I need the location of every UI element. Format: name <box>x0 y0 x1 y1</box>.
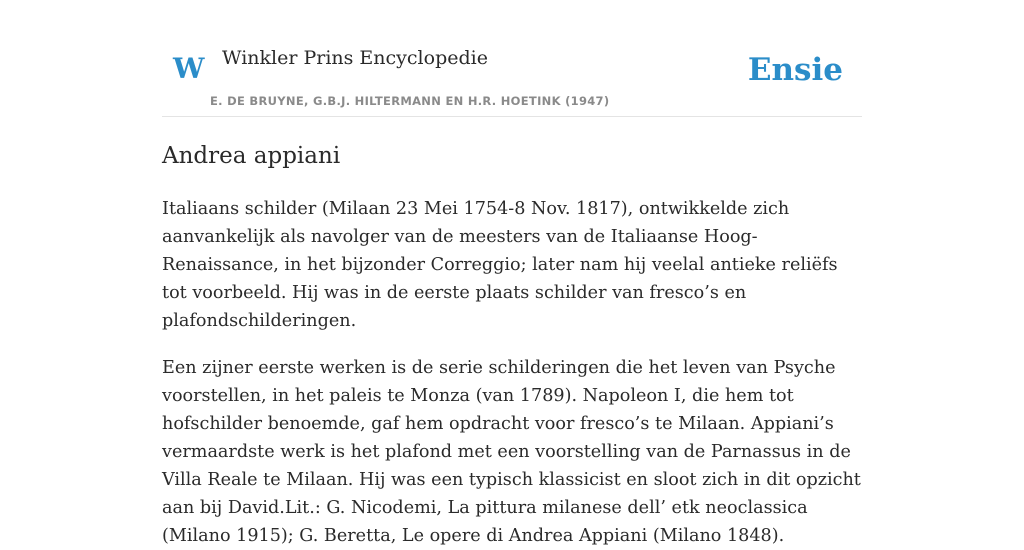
article-page <box>162 0 862 550</box>
publication-title[interactable]: Winkler Prins Encyclopedie <box>222 47 488 69</box>
publication-authors: E. DE BRUYNE, G.B.J. HILTERMANN EN H.R. HOETINK (1947) <box>210 94 610 108</box>
winkler-prins-logo[interactable]: W <box>173 52 205 85</box>
article-paragraph: Italiaans schilder (Milaan 23 Mei 1754-8 Nov. 1817), ontwikkelde zich aanvankelijk als navolger van de meesters van de Italiaanse Hoog-Renaissance, in het bijzonder Correggio; later nam hij veelal antieke reliëfs tot voorbeeld. Hij was in de eerste plaats schilder van fresco’s en plafondschilderingen. <box>162 199 838 331</box>
ensie-logo[interactable]: Ensie <box>747 52 843 88</box>
article-paragraph: Een zijner eerste werken is de serie schilderingen die het leven van Psyche voorstellen, in het paleis te Monza (van 1789). Napoleon I, die hem tot hofschilder benoemde, gaf hem opdracht voor fresco’s te Milaan. Appiani’s vermaardste werk is het plafond met een voorstelling van de Parnassus in de Villa Reale te Milaan. Hij was een typisch klassicist en sloot zich in dit opzicht aan bij David.Lit.: G. Nicodemi, La pittura milanese dell’ etk neoclassica (Milano 1915); G. Beretta, Le opere di Andrea Appiani (Milano 1848). <box>162 358 861 546</box>
page-header <box>162 0 862 117</box>
article-title: Andrea appiani <box>162 143 341 169</box>
